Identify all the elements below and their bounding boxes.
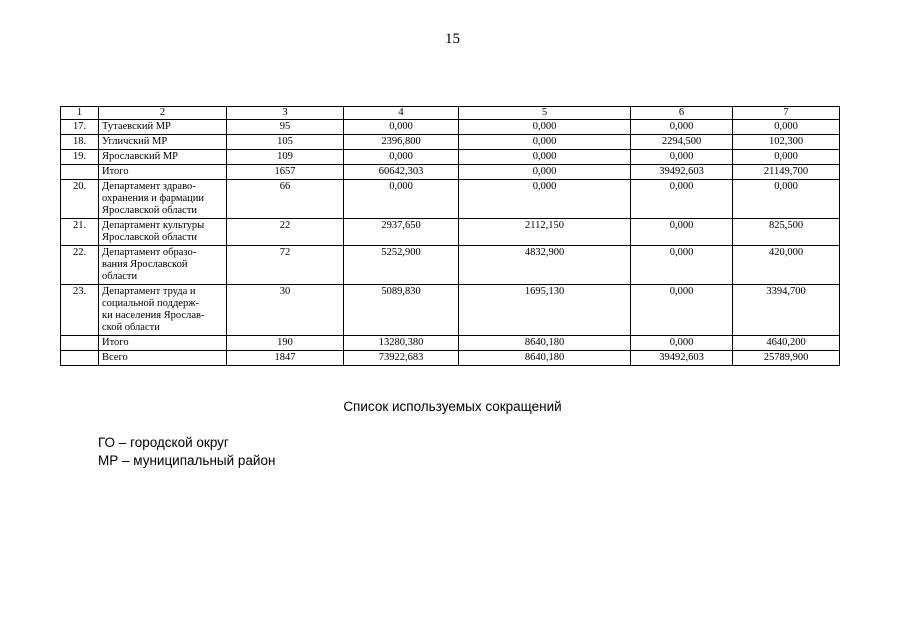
page-number: 15 [445,31,460,47]
cell-col-6: 2294,500 [631,135,733,150]
cell-col-4: 73922,683 [344,351,459,366]
row-name: Департамент культуры Ярославской области [99,219,227,246]
row-name: Угличский МР [99,135,227,150]
row-number: 20. [61,180,99,219]
cell-col-7: 4640,200 [733,336,840,351]
cell-col-3: 190 [227,336,344,351]
row-number [61,165,99,180]
cell-col-4: 5252,900 [344,246,459,285]
row-number: 17. [61,120,99,135]
cell-col-3: 105 [227,135,344,150]
table-row [61,165,840,180]
cell-col-3: 72 [227,246,344,285]
cell-col-7: 0,000 [733,180,840,219]
cell-col-6: 39492,603 [631,351,733,366]
abbreviation-item: ГО – городской округ [98,435,229,450]
cell-col-5: 4832,900 [459,246,631,285]
budget-table [60,106,840,366]
cell-col-6: 0,000 [631,336,733,351]
cell-col-7: 825,500 [733,219,840,246]
cell-col-4: 0,000 [344,120,459,135]
cell-col-7: 25789,900 [733,351,840,366]
column-header: 2 [99,107,227,120]
row-name: Тутаевский МР [99,120,227,135]
cell-col-7: 0,000 [733,120,840,135]
table-row [61,135,840,150]
cell-col-5: 8640,180 [459,351,631,366]
cell-col-6: 0,000 [631,219,733,246]
row-name: Итого [99,336,227,351]
table-row [61,351,840,366]
cell-col-3: 30 [227,285,344,336]
cell-col-5: 0,000 [459,150,631,165]
column-header: 3 [227,107,344,120]
row-name: Ярославский МР [99,150,227,165]
cell-col-5: 2112,150 [459,219,631,246]
row-number [61,336,99,351]
cell-col-7: 102,300 [733,135,840,150]
column-header: 7 [733,107,840,120]
table-row [61,120,840,135]
cell-col-5: 0,000 [459,120,631,135]
cell-col-6: 0,000 [631,120,733,135]
cell-col-3: 95 [227,120,344,135]
cell-col-4: 0,000 [344,180,459,219]
row-name: Департамент труда и социальной поддерж- ки населения Ярослав- ской области [99,285,227,336]
row-number: 18. [61,135,99,150]
cell-col-7: 420,000 [733,246,840,285]
column-header: 5 [459,107,631,120]
row-number: 21. [61,219,99,246]
row-number [61,351,99,366]
cell-col-3: 22 [227,219,344,246]
cell-col-3: 1847 [227,351,344,366]
cell-col-3: 109 [227,150,344,165]
cell-col-5: 1695,130 [459,285,631,336]
column-header: 6 [631,107,733,120]
cell-col-5: 8640,180 [459,336,631,351]
cell-col-4: 2396,800 [344,135,459,150]
cell-col-6: 0,000 [631,246,733,285]
abbreviations-list [98,434,275,470]
column-header: 1 [61,107,99,120]
cell-col-6: 39492,603 [631,165,733,180]
cell-col-3: 66 [227,180,344,219]
cell-col-5: 0,000 [459,165,631,180]
cell-col-7: 3394,700 [733,285,840,336]
cell-col-4: 2937,650 [344,219,459,246]
cell-col-5: 0,000 [459,135,631,150]
table-row [61,336,840,351]
row-number: 19. [61,150,99,165]
abbreviations-title: Список используемых сокращений [343,399,562,414]
cell-col-7: 21149,700 [733,165,840,180]
table-row [61,246,840,285]
table-body [61,107,840,366]
table-row [61,150,840,165]
row-name: Департамент здраво- охранения и фармации Ярославской области [99,180,227,219]
column-header: 4 [344,107,459,120]
cell-col-4: 13280,380 [344,336,459,351]
cell-col-7: 0,000 [733,150,840,165]
cell-col-4: 60642,303 [344,165,459,180]
cell-col-6: 0,000 [631,285,733,336]
row-name: Всего [99,351,227,366]
cell-col-4: 0,000 [344,150,459,165]
row-name: Итого [99,165,227,180]
cell-col-3: 1657 [227,165,344,180]
table-row [61,219,840,246]
table-row [61,285,840,336]
cell-col-6: 0,000 [631,150,733,165]
cell-col-6: 0,000 [631,180,733,219]
row-number: 23. [61,285,99,336]
cell-col-5: 0,000 [459,180,631,219]
cell-col-4: 5089,830 [344,285,459,336]
row-name: Департамент образо- вания Ярославской области [99,246,227,285]
table-row [61,180,840,219]
table-header-row [61,107,840,120]
abbreviation-item: МР – муниципальный район [98,453,276,468]
row-number: 22. [61,246,99,285]
